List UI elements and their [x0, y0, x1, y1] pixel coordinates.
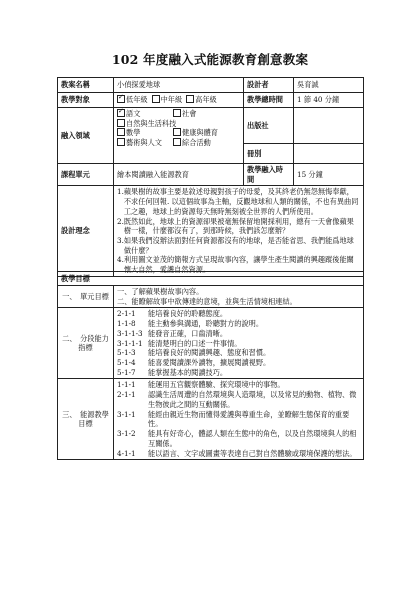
checkbox-icon[interactable]: [117, 128, 125, 136]
goal-item: 二、 能瞭解故事中欲傳達的意境，並與生活情境相連結。: [117, 296, 297, 306]
domain-option[interactable]: ✓語文: [117, 109, 173, 119]
checkbox-icon[interactable]: [117, 138, 125, 146]
concept-list: [114, 186, 364, 276]
concept-item: 2. 既然如此，地球上的資源卻果被毫無保留地開採利用，總有一天會像蘋果樹一樣，什麼都沒有了，到那時候，我們該怎麼辦？: [117, 216, 354, 236]
concept-item: 1. 蘋果樹的故事主要是敘述母親對孩子的母愛，及其終老仍無怨無悔奉獻，不求任何回報. 以這個故事為主軸，反觀地球和人類的關係，不也有異曲同工之趣，地球上的資源每天無時無刻被全世界的人們所使用。: [117, 187, 359, 216]
goal-item: 5-1-7 能掌握基本的閱讀技巧。: [117, 367, 228, 377]
unit-value: 繪本閱讀融入能源教育: [114, 164, 244, 186]
domain-option[interactable]: 健康與體育: [173, 128, 218, 138]
lesson-info-table: [57, 77, 364, 277]
checkbox-checked-icon[interactable]: [117, 109, 125, 117]
concept-item: 4. 利用圖文並茂的簡報方式呈現故事內容，讓學生產生閱讀的興趣蹤後能關懷大自然，愛護自然資源。: [117, 255, 354, 275]
goal-item: 1-1-8 能主動參與溝通，聆聽對方的說明。: [117, 319, 264, 329]
goal-item: 3-1-1-3 能發音正確，口齒清晰。: [117, 328, 228, 338]
designer-value: 吳育誠: [294, 78, 364, 93]
page-title: 102 年度融入式能源教育創意教案: [111, 52, 309, 67]
checkbox-icon[interactable]: [173, 138, 181, 146]
total-time-value: 1 節 40 分鐘: [294, 93, 364, 108]
unit-label: 課程單元: [58, 164, 114, 186]
checkbox-icon[interactable]: [152, 95, 160, 103]
audience-label: 教學對象: [58, 93, 114, 108]
unit-time-label: 教學融入時間: [244, 164, 294, 186]
audience-option[interactable]: ✓ 低年級: [117, 95, 148, 105]
total-time-label: 教學總時間: [244, 93, 294, 108]
volume-label: 冊別: [244, 144, 294, 164]
publisher-value: [294, 108, 364, 144]
concept-item: 3. 如果我們沒辦法面對任何資源都沒有的地球，是否能省思、我們能爲地球做什麼？: [117, 236, 354, 255]
goal-item: 2-1-1 認識生活周遭的自然環境與人造環境，以及常見的動物、植物、微生物彼此之間的互動關係。: [117, 390, 357, 409]
goal-item: 一、 了解蘋果樹故事內容。: [117, 287, 204, 296]
unit-goals-list: [114, 286, 364, 308]
goal-item: 3-1-1-1 能清楚明白的口述一件事情。: [117, 338, 242, 348]
unit-time-value: 15 分鐘: [294, 164, 364, 186]
energy-goals-list: [114, 379, 364, 460]
domain-option[interactable]: 社會: [173, 109, 196, 119]
unit-goals-label: 一、 單元目標: [58, 286, 114, 308]
audience-option[interactable]: 中年級: [152, 95, 183, 105]
checkbox-checked-icon[interactable]: [117, 95, 125, 103]
goal-item: 2-1-1 能培養良好的聆聽態度。: [117, 309, 228, 319]
domain-option[interactable]: 自然與生活科技: [117, 119, 176, 129]
designer-label: 設計者: [244, 78, 294, 93]
domain-option[interactable]: 綜合活動: [173, 138, 211, 148]
energy-goals-label: 三、 能源教學目標: [58, 379, 114, 460]
domain-label: 融入領域: [58, 108, 114, 164]
ability-indicators-label: 二、 分段能力指標: [58, 308, 114, 379]
goal-item: 3-1-1 能經由親近生物而懂得愛護與尊重生命，並瞭解生態保育的重要性。: [117, 409, 350, 429]
goals-header: 教學目標: [58, 272, 364, 286]
checkbox-icon[interactable]: [186, 95, 194, 103]
publisher-label: 出版社: [244, 108, 294, 144]
goal-item: 3-1-2 能具有好奇心，體認人類在生態中的角色，以及自然環境與人的相互關係。: [117, 429, 357, 448]
goal-item: 5-1-3 能培養良好的閱讀興趣、態度和習慣。: [117, 348, 271, 358]
ability-indicators-list: [114, 308, 364, 379]
checkbox-icon[interactable]: [173, 128, 181, 136]
audience-options: [114, 93, 244, 108]
domain-options: [114, 108, 244, 164]
audience-option[interactable]: 高年級: [186, 95, 217, 105]
goal-item: 4-1-1 能以語言、文字或圖畫等表達自己對自然體驗或環境保護的想法。: [117, 448, 357, 458]
checkbox-icon[interactable]: [173, 109, 181, 117]
goal-item: 5-1-4 能喜愛閱讀課外讀物，擴展閱讀視野。: [117, 358, 271, 368]
domain-option[interactable]: 數學: [117, 128, 173, 138]
plan-name-value: 小偵探愛地球: [114, 78, 244, 93]
concept-label: 設計理念: [58, 186, 114, 276]
domain-option[interactable]: 藝術與人文: [117, 138, 173, 148]
volume-value: [294, 144, 364, 164]
checkbox-icon[interactable]: [117, 119, 125, 127]
plan-name-label: 教案名稱: [58, 78, 114, 93]
goal-item: 1-1-1 能運用五官觀察體驗、探究環境中的事物。: [117, 380, 285, 390]
teaching-goals-table: [57, 271, 364, 460]
